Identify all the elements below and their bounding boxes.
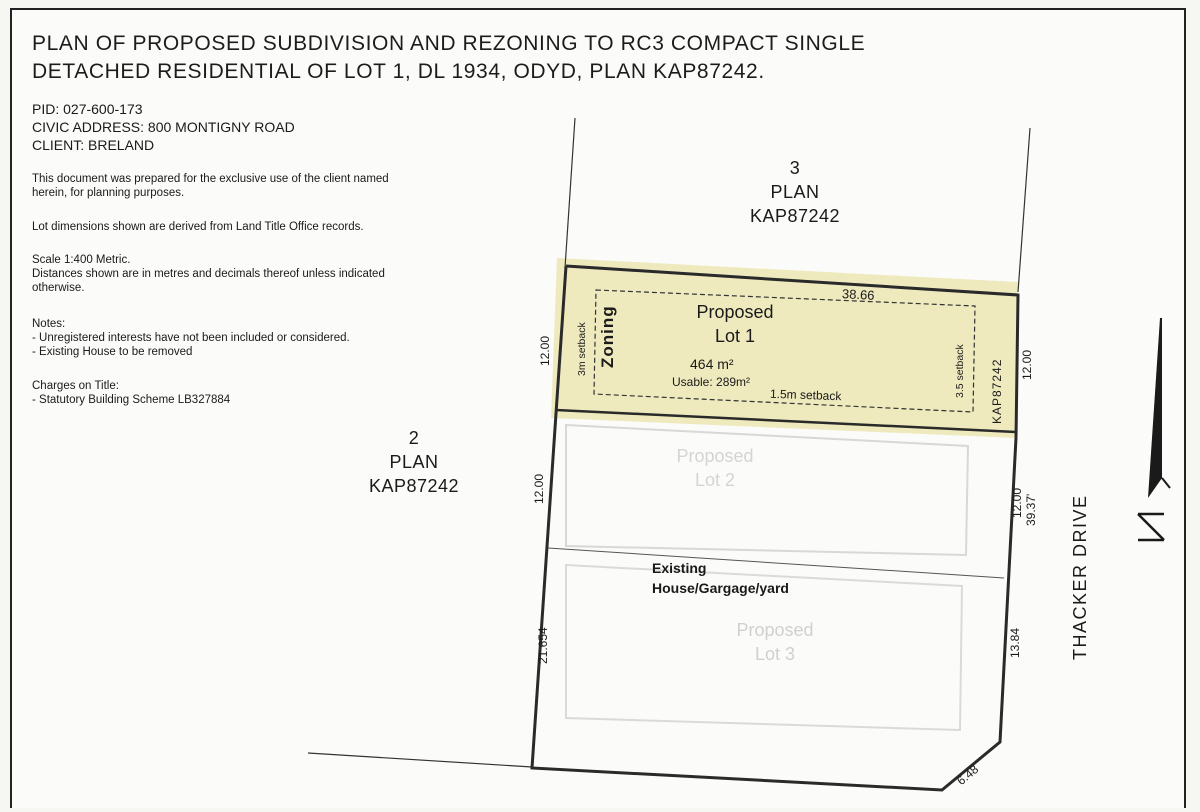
notes-item-1: - Unregistered interests have not been included or considered. [32, 332, 350, 344]
proposed-lot-1-line-2: Lot 1 [714, 326, 756, 346]
existing-house-label [652, 558, 789, 598]
pid-text: PID: 027-600-173 [32, 101, 143, 117]
dim-right-middle: 12.00 [1010, 487, 1024, 518]
title-line-2: DETACHED RESIDENTIAL OF LOT 1, DL 1934, ODYD, PLAN KAP87242. [32, 60, 765, 83]
client-text: CLIENT: BRELAND [32, 137, 155, 153]
zoning-label: Zoning [598, 305, 617, 368]
east-boundary-line [1018, 128, 1030, 292]
notes-heading: Notes: [32, 318, 66, 330]
notes-item-2: - Existing House to be removed [32, 346, 193, 358]
scale-line-2: Distances shown are in metres and decimals thereof unless indicated [32, 268, 385, 280]
dim-right-lower: 13.84 [1008, 627, 1022, 658]
lot-2-label [354, 426, 474, 498]
title-line-1: PLAN OF PROPOSED SUBDIVISION AND REZONING TO RC3 COMPACT SINGLE [32, 32, 866, 55]
scale-line-1: Scale 1:400 Metric. [32, 254, 131, 266]
disclaimer-line-2: herein, for planning purposes. [32, 187, 185, 199]
faded-lot-3-label [720, 618, 830, 666]
street-name: THACKER DRIVE [1070, 494, 1090, 660]
setback-bottom-label: 1.5m setback [769, 386, 842, 404]
proposed-lot-1-name [660, 300, 810, 348]
dim-left-lower: 21.654 [536, 627, 550, 664]
road-line [308, 753, 532, 767]
west-boundary-line [565, 118, 575, 268]
lot-2-ref: KAP87242 [368, 476, 460, 496]
lot-3-ref: KAP87242 [749, 206, 841, 226]
dim-top: 38.66 [841, 286, 875, 303]
existing-line-1: Existing [652, 560, 707, 576]
lot-1-plan-ref: KAP87242 [990, 358, 1004, 424]
civic-address-text: CIVIC ADDRESS: 800 MONTIGNY ROAD [32, 119, 295, 135]
dim-left-upper: 12.00 [538, 335, 552, 366]
setback-right-label: 3.5 setback [954, 344, 966, 398]
proposed-lot-1-highlight [551, 258, 1018, 438]
dimensions-note: Lot dimensions shown are derived from Land Title Office records. [32, 221, 364, 233]
lot-1-usable-area: Usable: 289m² [672, 375, 751, 389]
faded-lot-3-line-1: Proposed [736, 620, 814, 640]
setback-left-label: 3m setback [576, 322, 588, 376]
dim-corner: 6.48 [954, 762, 982, 788]
lot-3-plan: PLAN [770, 182, 820, 202]
disclaimer-line-1: This document was prepared for the exclusive use of the client named [32, 173, 389, 185]
lot-2-number: 2 [408, 428, 420, 448]
dim-right-bearing: 39.37' [1024, 493, 1038, 526]
faded-lot-3-line-2: Lot 3 [754, 644, 796, 664]
scale-line-3: otherwise. [32, 282, 85, 294]
lot-3-number: 3 [789, 158, 801, 178]
faded-lot-2-line-1: Proposed [676, 446, 754, 466]
faded-lot-2-label [660, 444, 770, 492]
dim-right-upper: 12.00 [1020, 349, 1034, 380]
lot-1-area: 464 m² [690, 356, 734, 372]
faded-lot-2-line-2: Lot 2 [694, 470, 736, 490]
lot-2-plan: PLAN [389, 452, 439, 472]
existing-line-2: House/Gargage/yard [652, 580, 789, 596]
charges-heading: Charges on Title: [32, 380, 119, 392]
dim-left-middle: 12.00 [532, 473, 546, 504]
proposed-lot-1-line-1: Proposed [696, 302, 774, 322]
charges-item-1: - Statutory Building Scheme LB327884 [32, 394, 231, 406]
north-arrow-icon [1132, 318, 1172, 558]
lot-3-label [735, 156, 855, 228]
